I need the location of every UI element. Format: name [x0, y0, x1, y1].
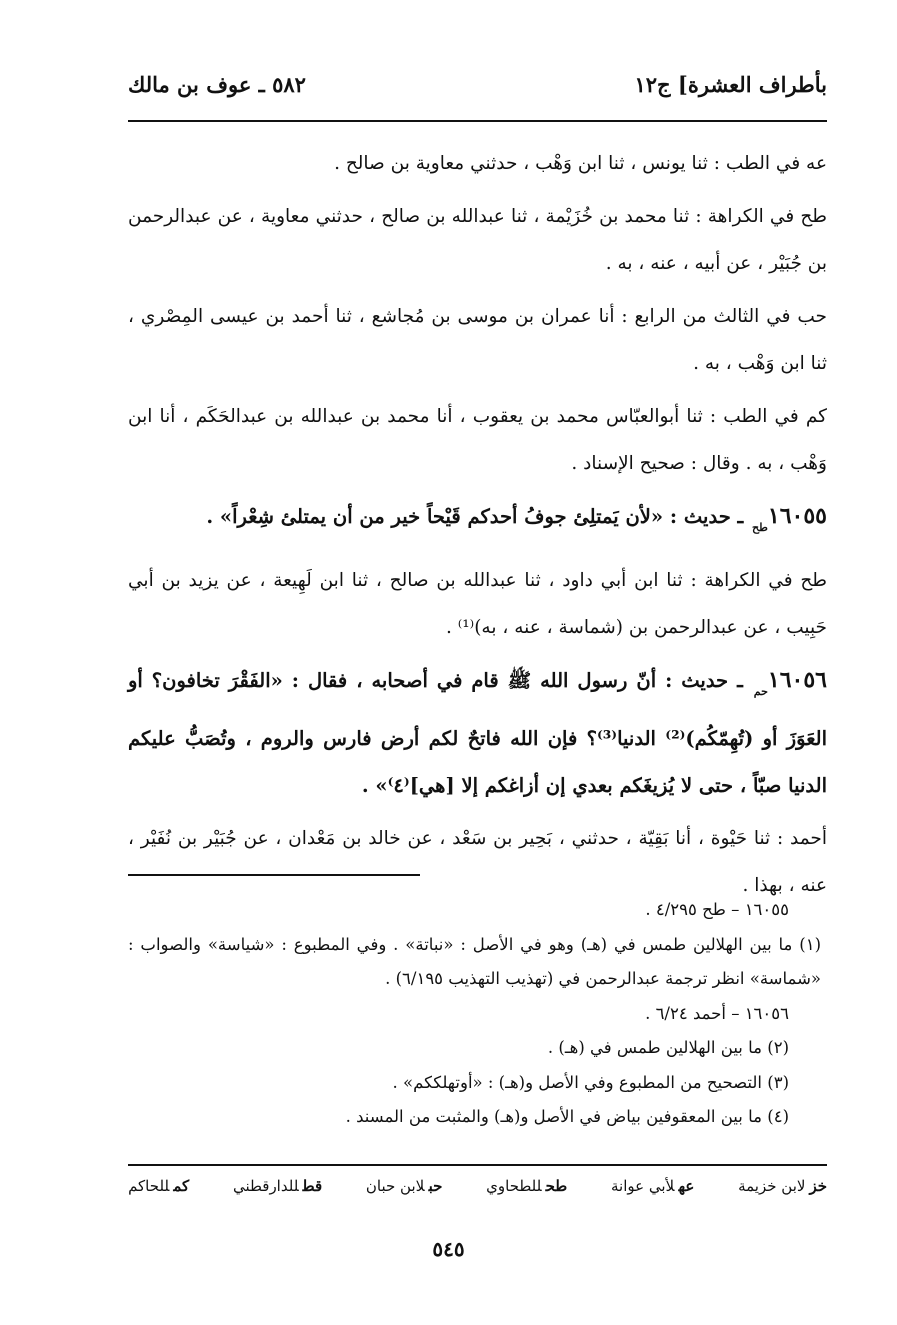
abbreviation-item: طحللطحاوي [486, 1177, 568, 1195]
hadith-entry [128, 493, 827, 551]
page-number: ٥٤٥ [432, 1237, 465, 1261]
hadith-entry [128, 657, 827, 809]
source-paragraph: طح في الكراهة : ثنا محمد بن خُزَيْمة ، ثنا عبدالله بن صالح ، حدثني معاوية ، عن عبدالرحمن بن جُبَيْر ، عن أبيه ، عنه ، به . [128, 206, 827, 274]
footnote: (٢) ما بين الهلالين طمس في (هـ) . [547, 1038, 789, 1057]
footnote: ١٦٠٥٥ – طح ٤/٢٩٥ . [645, 900, 789, 919]
header-section-title: بأطراف العشرة] ج١٢ [634, 72, 827, 97]
header-divider [128, 120, 827, 122]
source-paragraph: طح في الكراهة : ثنا ابن أبي داود ، ثنا عبدالله بن صالح ، ثنا ابن لَهِيعة ، عن يزيد بن أبي حَبِيب ، عن عبدالرحمن بن (شماسة ، عنه ، به)⁽¹⁾ . [128, 570, 827, 638]
footnote: (١) ما بين الهلالين طمس في (هـ) وهو في الأصل : «نباتة» . وفي المطبوع : «شياسة» والصواب : «شماسة» انظر ترجمة عبدالرحمن في (تهذيب التهذيب ٦/١٩٥) . [128, 934, 821, 988]
hadith-number: ١٦٠٥٦ [767, 667, 827, 693]
main-text [128, 140, 827, 915]
running-header [128, 72, 827, 112]
abbreviation-item: عهلأبي عوانة [610, 1177, 695, 1195]
abbreviation-item: حبلابن حبان [365, 1177, 443, 1195]
hadith-siglum: طح [752, 521, 768, 534]
abbreviation-item: خزلابن خزيمة [738, 1177, 827, 1195]
hadith-text: ـ حديث : أنّ رسول الله ﷺ قام في أصحابه ، فقال : «الفَقْرَ تخافون؟ أو العَوَزَ أو (تُهِمّكُم)⁽²⁾ الدنيا⁽³⁾؟ فإن الله فاتحٌ لكم أرض فارس والروم ، وتُصَبُّ عليكم الدنيا صبّاً ، حتى لا يُزيغَكم بعدي إن أزاغكم إلا [هي]⁽٤⁾» . [128, 669, 827, 797]
header-chapter-title: ٥٨٢ ـ عوف بن مالك [128, 72, 306, 97]
source-paragraph: عه في الطب : ثنا يونس ، ثنا ابن وَهْب ، حدثني معاوية بن صالح . [334, 153, 827, 174]
footnote: (٣) التصحيح من المطبوع وفي الأصل و(هـ) : «أوتهلككم» . [392, 1072, 789, 1092]
footnotes [128, 893, 821, 1135]
source-paragraph: كم في الطب : ثنا أبوالعبّاس محمد بن يعقوب ، أنا محمد بن عبدالله بن عبدالحَكَم ، أنا ابن وَهْب ، به . وقال : صحيح الإسناد . [128, 406, 827, 474]
footnote-divider [128, 874, 420, 876]
abbreviation-key [128, 1177, 827, 1195]
footnote: ١٦٠٥٦ – أحمد ٦/٢٤ . [645, 1003, 789, 1023]
source-paragraph: أحمد : ثنا حَيْوة ، أنا بَقِيّة ، حدثني ، بَحِير بن سَعْد ، عن خالد بن مَعْدان ، عن جُبَيْر بن نُفَيْر ، عنه ، بهذا . [128, 828, 827, 896]
hadith-number: ١٦٠٥٥ [767, 503, 827, 529]
hadith-siglum: حم [753, 685, 768, 698]
abbreviation-item: كمللحاكم [128, 1177, 190, 1195]
abbreviation-item: قطللدارقطني [232, 1177, 323, 1195]
source-paragraph: حب في الثالث من الرابع : أنا عمران بن موسى بن مُجاشع ، ثنا أحمد بن عيسى المِصْري ، ثنا ابن وَهْب ، به . [128, 306, 827, 374]
hadith-text: ـ حديث : «لأن يَمتلِئ جوفُ أحدكم قَيْحاً خير من أن يمتلئ شِعْراً» . [206, 505, 744, 528]
abbreviations-divider [128, 1164, 827, 1166]
footnote: (٤) ما بين المعقوفين بياض في الأصل و(هـ) والمثبت من المسند . [345, 1107, 789, 1126]
